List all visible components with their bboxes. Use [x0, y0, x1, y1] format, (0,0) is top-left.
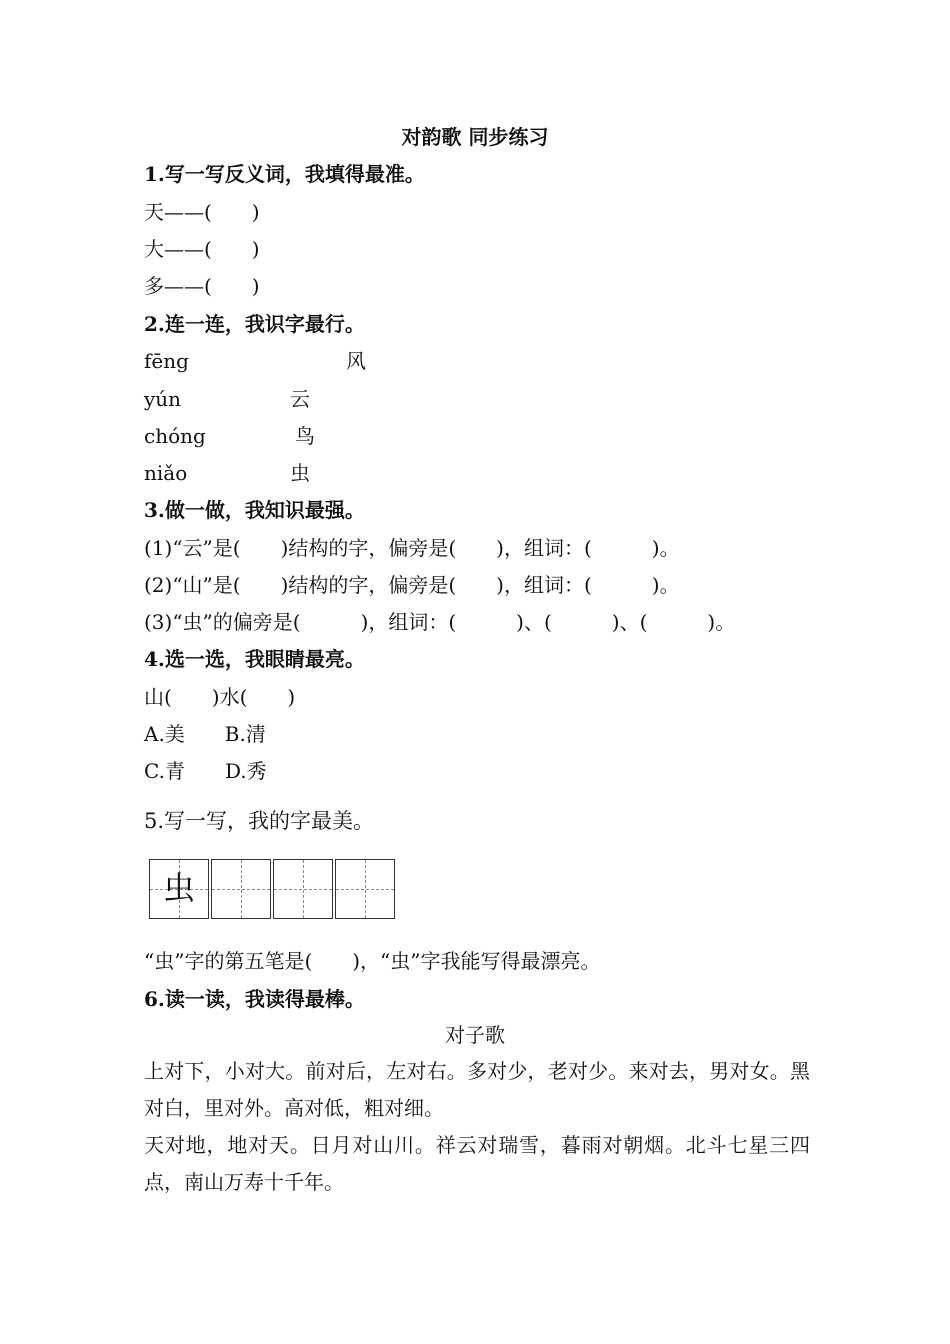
q1-heading: 1.写一写反义词，我填得最准。	[144, 162, 425, 186]
q3-item-1: (1)“云”是( )结构的字，偏旁是( )，组词：( )。	[144, 536, 680, 560]
q3-item-2: (2)“山”是( )结构的字，偏旁是( )，组词：( )。	[144, 573, 680, 597]
q1-item-2: 大——( )	[144, 237, 260, 261]
q5-heading: 5.写一写，我的字最美。	[144, 809, 375, 833]
q2-char-3: 鸟	[295, 424, 315, 448]
grid-cell-blank[interactable]	[211, 859, 271, 919]
q3-item-3: (3)“虫”的偏旁是( )，组词：( )、( )、( )。	[144, 610, 736, 634]
q2-pinyin-2: yún	[144, 387, 182, 411]
poem-paragraph-2: 天对地，地对天。日月对山川。祥云对瑞雪，暮雨对朝烟。北斗七星三四点，南山万寿十千年。	[144, 1133, 810, 1194]
q4-prompt: 山( )水( )	[144, 685, 296, 709]
q4-heading: 4.选一选，我眼睛最亮。	[144, 647, 365, 671]
q2-pinyin-4: niǎo	[144, 461, 188, 485]
q4-options-row-1: A.美 B.清	[144, 722, 266, 746]
q2-pinyin-3: chóng	[144, 424, 206, 448]
writing-grid	[149, 859, 397, 919]
q1-item-1: 天——( )	[144, 200, 260, 224]
poem-paragraph-1: 上对下，小对大。前对后，左对右。多对少，老对少。来对去，男对女。黑对白，里对外。高对低，粗对细。	[144, 1059, 810, 1120]
page-title: 对韵歌 同步练习	[401, 125, 549, 149]
grid-example-char: 虫	[162, 869, 195, 907]
grid-cell-blank[interactable]	[273, 859, 333, 919]
q3-heading: 3.做一做，我知识最强。	[144, 498, 365, 522]
q5-sentence: “虫”字的第五笔是( )，“虫”字我能写得最漂亮。	[144, 949, 601, 973]
poem-title: 对子歌	[445, 1023, 505, 1047]
q2-heading: 2.连一连，我识字最行。	[144, 312, 365, 336]
q4-options-row-2: C.青 D.秀	[144, 759, 267, 783]
q2-char-1: 风	[346, 349, 366, 373]
grid-cell-example	[149, 859, 209, 919]
q1-item-3: 多——( )	[144, 274, 260, 298]
q2-pinyin-1: fēng	[144, 349, 189, 373]
q6-heading: 6.读一读，我读得最棒。	[144, 987, 365, 1011]
q2-char-4: 虫	[290, 461, 310, 485]
q2-char-2: 云	[290, 387, 310, 411]
grid-cell-blank[interactable]	[335, 859, 395, 919]
